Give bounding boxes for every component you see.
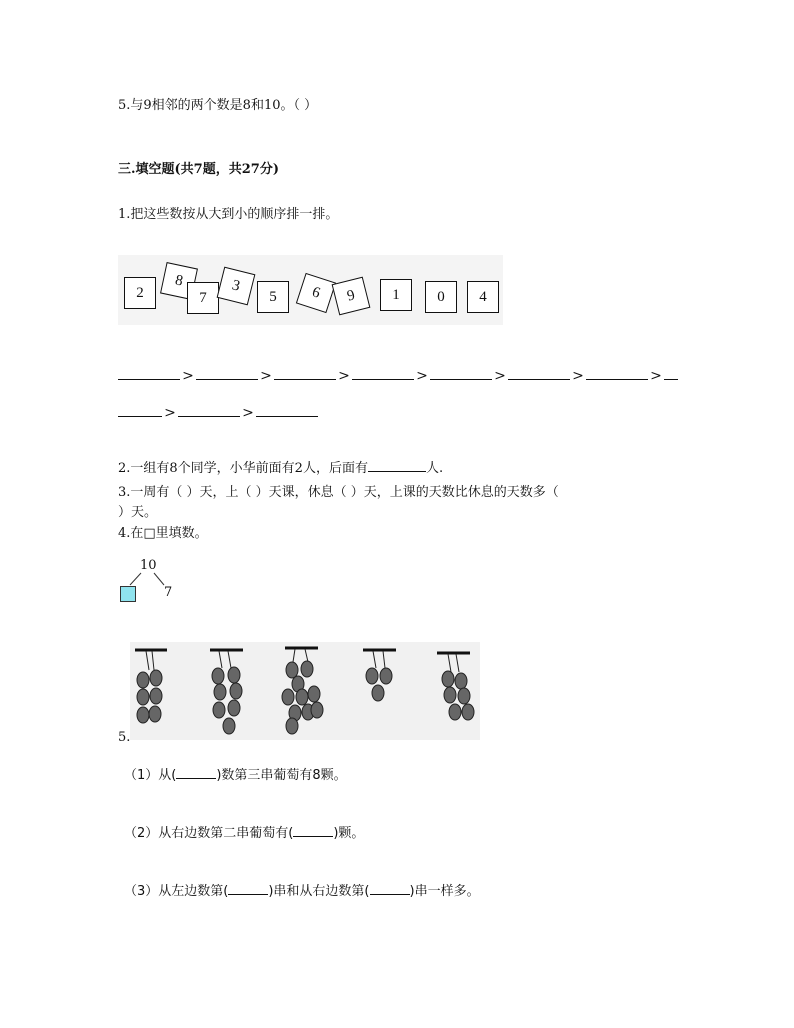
answer-chain-row-1 xyxy=(118,368,678,384)
q5-part1-suffix: )数第三串葡萄有8颗。 xyxy=(216,768,347,783)
q5-part1-prefix: （1）从( xyxy=(124,768,177,783)
answer-blank[interactable] xyxy=(586,369,648,380)
answer-blank[interactable] xyxy=(118,369,180,380)
greater-than: > xyxy=(494,368,506,384)
question-2-prefix: 2.一组有8个同学，小华前面有2人，后面有 xyxy=(118,461,368,476)
number-card: 9 xyxy=(332,277,371,316)
greater-than: > xyxy=(242,405,254,421)
answer-blank[interactable] xyxy=(176,766,216,779)
question-4-text: 4.在□里填数。 xyxy=(118,526,208,541)
answer-blank[interactable] xyxy=(508,369,570,380)
question-5-part-1 xyxy=(124,764,347,783)
number-card: 4 xyxy=(467,281,499,313)
section-title: 三.填空题(共7题，共27分) xyxy=(118,162,279,177)
number-card: 2 xyxy=(124,277,156,309)
answer-blank[interactable] xyxy=(368,459,426,472)
answer-chain-row-2 xyxy=(118,405,318,421)
answer-blank[interactable] xyxy=(178,406,240,417)
answer-blank[interactable] xyxy=(274,369,336,380)
greater-than: > xyxy=(260,368,272,384)
number-card: 1 xyxy=(380,279,412,311)
question-2 xyxy=(118,457,443,476)
split-right-number: 7 xyxy=(164,585,173,600)
answer-box[interactable] xyxy=(120,586,136,602)
answer-blank[interactable] xyxy=(196,369,258,380)
number-card: 8 xyxy=(160,262,198,300)
question-2-suffix: 人. xyxy=(425,461,444,476)
number-card: 0 xyxy=(425,281,457,313)
question-5-label: 5. xyxy=(118,730,131,745)
number-card: 6 xyxy=(296,273,336,313)
greater-than: > xyxy=(572,368,584,384)
q5-part2-suffix: )颗。 xyxy=(333,826,365,841)
q5-part3-suffix: )串一样多。 xyxy=(409,884,480,899)
number-card: 3 xyxy=(217,267,256,306)
question-3-line-1: 3.一周有（ ）天，上（ ）天课，休息（ ）天，上课的天数比休息的天数多（ xyxy=(118,485,559,500)
question-1-text: 1.把这些数按从大到小的顺序排一排。 xyxy=(118,207,339,222)
number-card: 5 xyxy=(257,281,289,313)
q5-part3-prefix: （3）从左边数第( xyxy=(124,884,229,899)
question-3-line-2: ）天。 xyxy=(118,505,158,520)
number-split-diagram xyxy=(118,556,188,602)
q5-part2-prefix: （2）从右边数第二串葡萄有( xyxy=(124,826,294,841)
greater-than: > xyxy=(650,368,662,384)
answer-blank[interactable] xyxy=(664,369,678,380)
greater-than: > xyxy=(182,368,194,384)
grape-bunches-image xyxy=(130,642,480,740)
question-5-part-2 xyxy=(124,822,364,841)
q5-part3-middle: )串和从右边数第( xyxy=(268,884,370,899)
greater-than: > xyxy=(338,368,350,384)
greater-than: > xyxy=(416,368,428,384)
answer-blank[interactable] xyxy=(293,824,333,837)
number-card: 7 xyxy=(187,282,219,314)
answer-blank[interactable] xyxy=(352,369,414,380)
grape-bunches-figure xyxy=(130,642,480,740)
answer-blank[interactable] xyxy=(228,882,268,895)
prev-question-5: 5.与9相邻的两个数是8和10。（ ） xyxy=(118,98,318,113)
answer-blank[interactable] xyxy=(430,369,492,380)
number-cards xyxy=(118,255,503,325)
greater-than: > xyxy=(164,405,176,421)
answer-blank[interactable] xyxy=(370,882,410,895)
answer-blank[interactable] xyxy=(118,406,162,417)
answer-blank[interactable] xyxy=(256,406,318,417)
split-top-number: 10 xyxy=(140,558,157,573)
question-5-part-3 xyxy=(124,880,480,899)
